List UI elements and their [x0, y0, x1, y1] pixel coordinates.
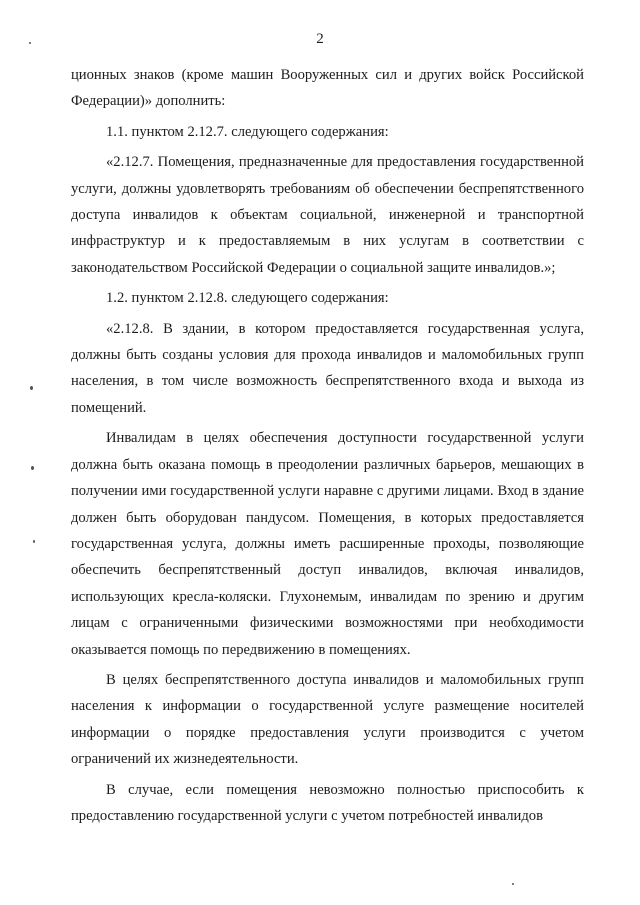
paragraph-information-access: В целях беспрепятственного доступа инвалидов и маломобильных групп населения к информации о государственной услуге размещение носителей информации о порядке предоставления услуги производится с учетом ограничений их жизнедеятельности. — [71, 671, 584, 768]
paragraph-clause-1-2: 1.2. пунктом 2.12.8. следующего содержания: — [106, 290, 389, 307]
paragraph-assistance: Инвалидам в целях обеспечения доступности государственной услуги должна быть оказана помощь в преодолении различных барьеров, мешающих в получении ими государственной услуги наравне с другими лицами. Вход в здание должен быть оборудован пандусом. Помещения, в которых предоставляется государственная услуга, должны иметь расширенные проходы, позволяющие обеспечить беспрепятственный доступ инвалидов, включая инвалидов, использующих кресла-коляски. Глухонемым, инвалидам по зрению и другим лицам с ограниченными физическими возможностями при необходимости оказывается помощь по передвижению в помещениях. — [71, 430, 584, 658]
document-body — [71, 62, 584, 829]
scan-speck — [30, 386, 33, 390]
scan-speck — [29, 42, 31, 44]
scan-speck — [31, 466, 34, 470]
paragraph-item-2-12-7: «2.12.7. Помещения, предназначенные для предоставления государственной услуги, должны удовлетворять требованиям об обеспечении беспрепятственного доступа инвалидов к объектам социальной, инженерной и транспортной инфраструктур и к предоставляемым в них услугам в соответствии с законодательством Российской Федерации о социальной защите инвалидов.»; — [71, 154, 584, 276]
paragraph-continuation: ционных знаков (кроме машин Вооруженных сил и других войск Российской Федерации)» дополнить: — [71, 67, 584, 110]
scan-speck — [33, 540, 35, 543]
scan-speck — [512, 883, 514, 885]
paragraph-adaptation: В случае, если помещения невозможно полностью приспособить к предоставлению государственной услуги с учетом потребностей инвалидов — [71, 781, 584, 824]
page-number: 2 — [316, 31, 324, 47]
paragraph-item-2-12-8: «2.12.8. В здании, в котором предоставляется государственная услуга, должны быть созданы условия для прохода инвалидов и маломобильных групп населения, в том числе возможность беспрепятственного входа и выхода из помещений. — [71, 320, 584, 416]
paragraph-clause-1-1: 1.1. пунктом 2.12.7. следующего содержания: — [106, 123, 389, 140]
